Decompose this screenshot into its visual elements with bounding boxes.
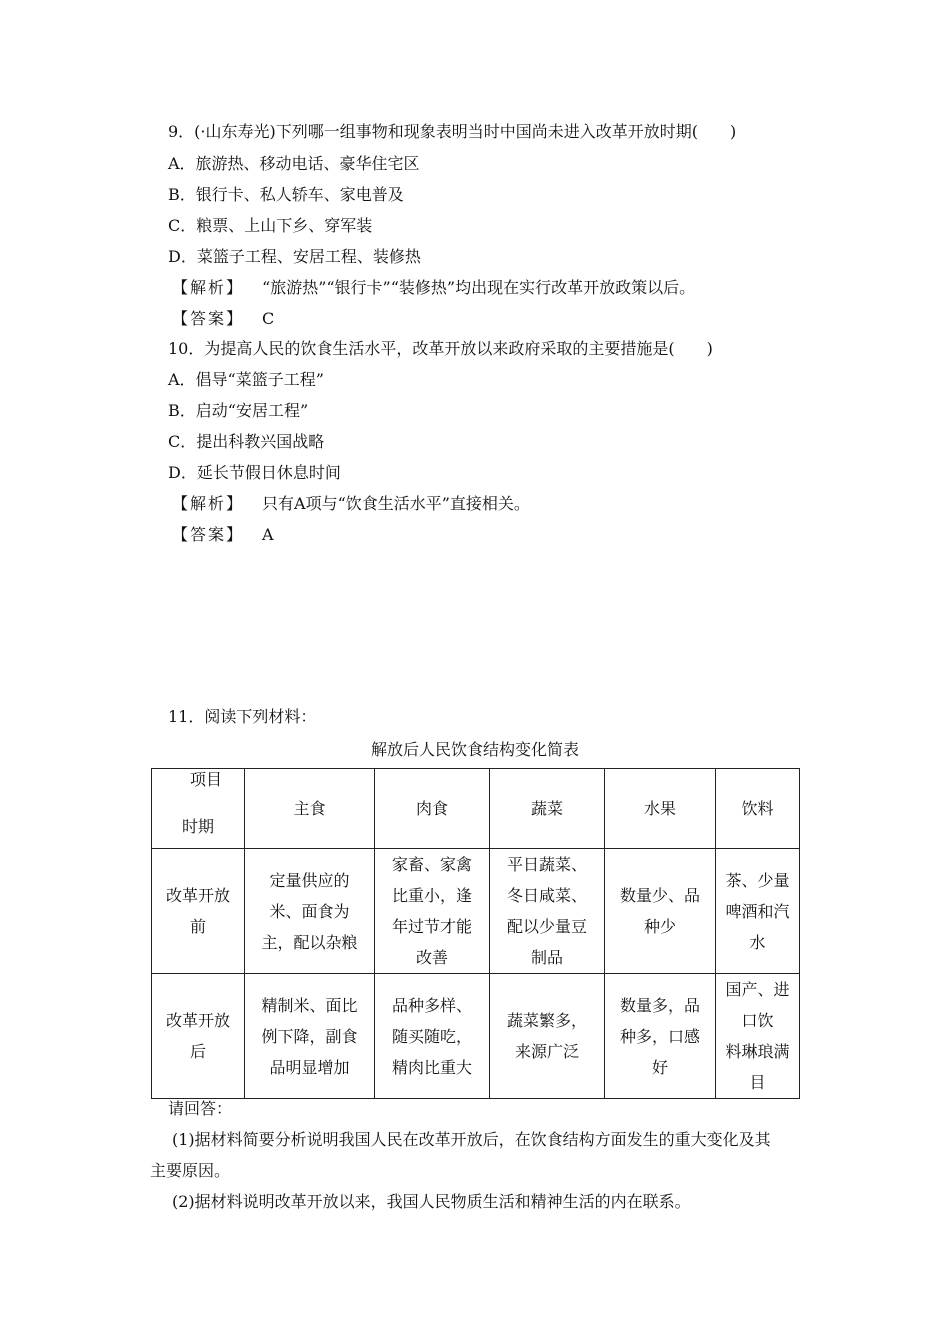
table-cell [375,849,490,974]
column-header: 水果 [605,769,716,849]
q9-answer [172,308,274,330]
row-period-cell [152,974,245,1099]
table-cell [245,849,375,974]
column-header: 蔬菜 [490,769,605,849]
table-cell [716,849,800,974]
q10-answer-tag: 【答案】 [172,525,245,544]
table-cell [605,974,716,1099]
table-title: 解放后人民饮食结构变化简表 [370,740,579,759]
header-corner-cell [152,769,245,849]
cell-line: 改善 [415,948,448,967]
cell-line: 品明显增加 [269,1057,350,1077]
q9-option-c: C．粮票、上山下乡、穿军装 [168,216,373,235]
q10-analysis [172,493,530,515]
cell-line: 平日蔬菜、 [506,855,587,874]
table-row [152,849,800,974]
q10-option-d: D．延长节假日休息时间 [168,463,341,482]
cell-line: 啤酒和汽 [725,901,790,921]
cell-line: 年过节才能 [391,917,472,936]
q10-option-b: B．启动“安居工程” [168,401,309,420]
table-cell [605,849,716,974]
cell-line: 改革开放 [165,1011,230,1030]
cell-line: 制品 [530,948,563,967]
q9-answer-tag: 【答案】 [172,309,245,328]
q10-analysis-tag: 【解析】 [172,494,245,513]
cell-line: 品种多样、 [391,995,472,1015]
table-cell [375,974,490,1099]
table-cell [716,974,800,1099]
header-period-label: 时期 [182,817,215,836]
cell-line: 目 [749,1073,766,1092]
q10-answer-value: A [262,525,274,544]
column-header: 主食 [245,769,375,849]
column-header: 肉食 [375,769,490,849]
q10-option-a: A．倡导“菜篮子工程” [168,370,324,389]
cell-line: 数量多，品 [619,995,700,1015]
table-cell [245,974,375,1099]
q11-sub1-line2: 主要原因。 [150,1161,231,1180]
cell-line: 精肉比重大 [391,1057,472,1077]
cell-line: 种少 [643,917,676,936]
cell-line: 茶、少量 [725,870,790,890]
cell-line: 主，配以杂粮 [261,932,358,952]
table-header-row [152,769,800,849]
cell-line: 定量供应的 [269,870,350,890]
cell-line: 随买随吃， [391,1026,472,1046]
q9-option-a: A．旅游热、移动电话、豪华住宅区 [168,154,420,173]
q9-stem: 9．(·山东寿光)下列哪一组事物和现象表明当时中国尚未进入改革开放时期( ) [168,122,737,141]
cell-line: 数量少、品 [619,886,700,905]
q9-answer-value: C [262,309,275,328]
q10-answer [172,524,274,546]
cell-line: 口饮 [741,1011,774,1030]
cell-line: 料琳琅满 [725,1042,790,1061]
cell-line: 配以少量豆 [506,917,587,936]
cell-line: 种多，口感 [619,1026,700,1046]
cell-line: 后 [189,1042,206,1061]
header-item-label: 项目 [190,770,223,789]
q11-prompt: 请回答： [168,1099,233,1118]
cell-line: 改革开放 [165,886,230,905]
q11-stem: 11．阅读下列材料： [168,707,317,726]
table-cell [490,974,605,1099]
q11-sub2: (2)据材料说明改革开放以来，我国人民物质生活和精神生活的内在联系。 [172,1192,691,1211]
cell-line: 蔬菜繁多， [506,1011,587,1030]
table-row [152,974,800,1099]
table-cell [490,849,605,974]
cell-line: 冬日咸菜、 [506,886,587,905]
q10-option-c: C．提出科教兴国战略 [168,432,325,451]
cell-line: 家畜、家禽 [391,855,472,874]
q10-analysis-text: 只有A项与“饮食生活水平”直接相关。 [262,494,530,513]
cell-line: 前 [189,917,206,936]
cell-line: 精制米、面比 [261,995,358,1015]
q9-option-d: D．菜篮子工程、安居工程、装修热 [168,247,421,266]
cell-line: 国产、进 [725,980,790,999]
cell-line: 水 [749,932,766,952]
q9-analysis-text: “旅游热”“银行卡”“装修热”均出现在实行改革开放政策以后。 [262,278,696,297]
row-period-cell [152,849,245,974]
column-header: 饮料 [716,769,800,849]
cell-line: 比重小，逢 [391,886,472,905]
cell-line: 来源广泛 [514,1042,579,1061]
diet-table [151,768,800,1099]
q9-analysis [172,277,695,299]
cell-line: 米、面食为 [269,901,350,921]
cell-line: 例下降，副食 [261,1026,358,1046]
q9-option-b: B．银行卡、私人轿车、家电普及 [168,185,404,204]
cell-line: 好 [651,1057,668,1077]
q11-sub1-line1: (1)据材料简要分析说明我国人民在改革开放后，在饮食结构方面发生的重大变化及其 [172,1130,771,1149]
q9-analysis-tag: 【解析】 [172,278,245,297]
q10-stem: 10．为提高人民的饮食生活水平，改革开放以来政府采取的主要措施是( ) [168,339,713,358]
